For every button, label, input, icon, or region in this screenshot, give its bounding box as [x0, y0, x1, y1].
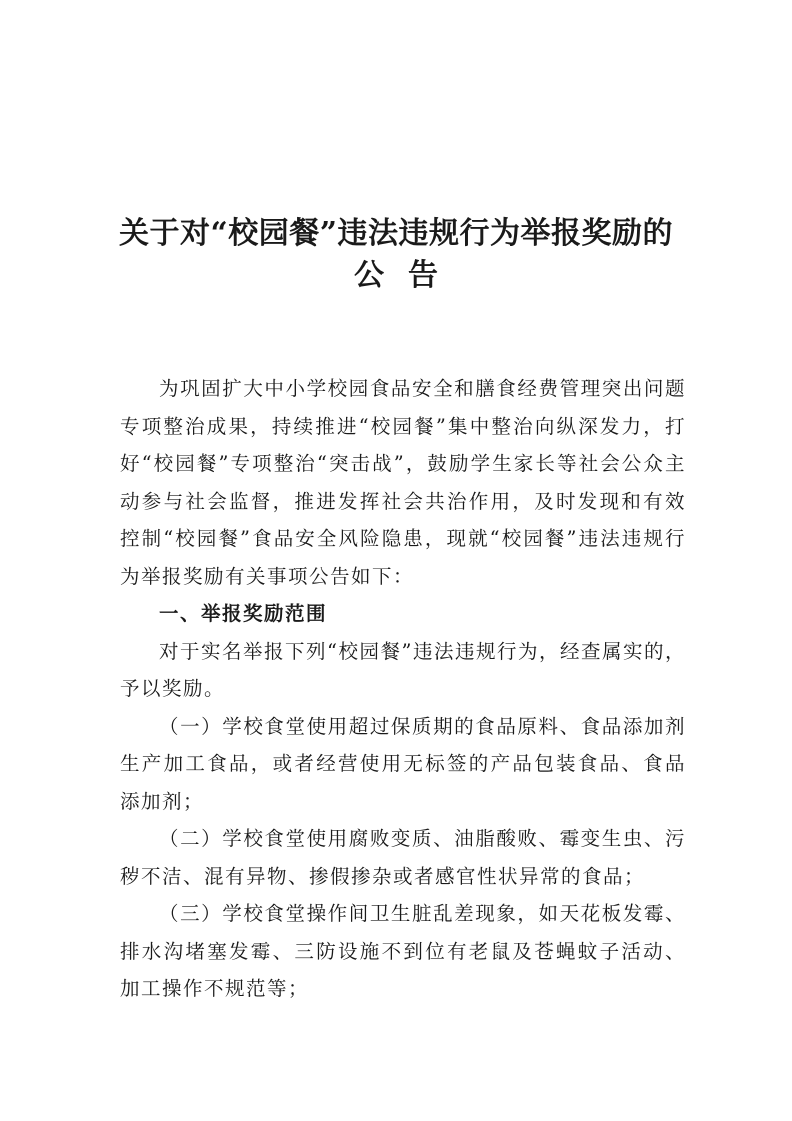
document-title-line1: 关于对“校园餐”违法违规行为举报奖励的: [118, 216, 673, 251]
intro-paragraph: 为巩固扩大中小学校园食品安全和膳食经费管理突出问题专项整治成果，持续推进“校园餐”集中整治向纵深发力，打好“校园餐”专项整治“突击战”，鼓励学生家长等社会公众主动参与社会监督，推进发挥社会共治作用，及时发现和有效控制“校园餐”食品安全风险隐患，现就“校园餐”违法违规行为举报奖励有关事项公告如下：: [120, 377, 686, 588]
list-item-2: （二）学校食堂使用腐败变质、油脂酸败、霉变生虫、污秽不洁、混有异物、掺假掺杂或者感官性状异常的食品；: [120, 827, 686, 888]
list-item-1: （一）学校食堂使用超过保质期的食品原料、食品添加剂生产加工食品，或者经营使用无标签的产品包装食品、食品添加剂；: [120, 714, 686, 813]
document-title-line2: 公告: [354, 258, 462, 293]
section-intro-paragraph: 对于实名举报下列“校园餐”违法违规行为，经查属实的，予以奖励。: [120, 639, 686, 700]
document-body: [120, 370, 686, 1008]
list-item-3: （三）学校食堂操作间卫生脏乱差现象，如天花板发霉、排水沟堵塞发霉、三防设施不到位有老鼠及苍蝇蚊子活动、加工操作不规范等；: [120, 902, 686, 1000]
section-heading-reward-scope: 一、举报奖励范围: [159, 602, 328, 625]
